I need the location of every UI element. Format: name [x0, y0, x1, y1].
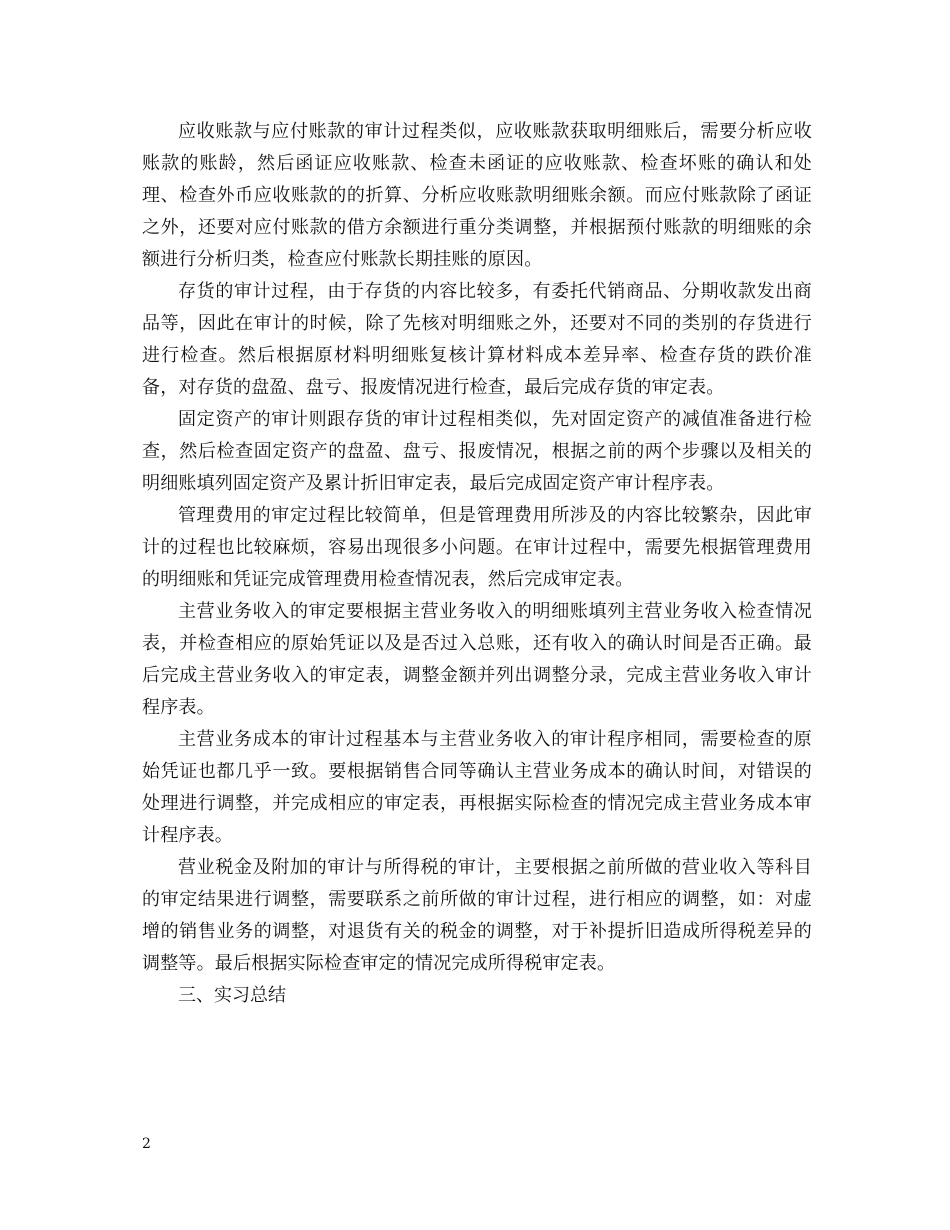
paragraph-inventory: 存货的审计过程，由于存货的内容比较多，有委托代销商品、分期收款发出商品等，因此在审计的时候，除了先核对明细账之外，还要对不同的类别的存货进行进行检查。然后根据原材料明细账复核计算材料成本差异率、检查存货的跌价准备，对存货的盘盈、盘亏、报废情况进行检查，最后完成存货的审定表。 — [142, 281, 812, 398]
paragraph-accounts-receivable-payable: 应收账款与应付账款的审计过程类似，应收账款获取明细账后，需要分析应收账款的账龄，然后函证应收账款、检查未函证的应收账款、检查坏账的确认和处理、检查外币应收账款的的折算、分析应收账款明细账余额。而应付账款除了函证之外，还要对应付账款的借方余额进行重分类调整，并根据预付账款的明细账的余额进行分析归类，检查应付账款长期挂账的原因。 — [142, 121, 812, 270]
section-heading: 三、实习总结 — [178, 985, 286, 1006]
paragraph-main-revenue: 主营业务收入的审定要根据主营业务收入的明细账填列主营业务收入检查情况表，并检查相应的原始凭证以及是否过入总账，还有收入的确认时间是否正确。最后完成主营业务收入的审定表，调整金额并列出调整分录，完成主营业务收入审计程序表。 — [142, 601, 812, 718]
paragraph-main-cost: 主营业务成本的审计过程基本与主营业务收入的审计程序相同，需要检查的原始凭证也都几乎一致。要根据销售合同等确认主营业务成本的确认时间，对错误的处理进行调整，并完成相应的审定表，再根据实际检查的情况完成主营业务成本审计程序表。 — [142, 729, 812, 846]
paragraph-admin-expenses: 管理费用的审定过程比较简单，但是管理费用所涉及的内容比较繁杂，因此审计的过程也比较麻烦，容易出现很多小问题。在审计过程中，需要先根据管理费用的明细账和凭证完成管理费用检查情况表，然后完成审定表。 — [142, 505, 812, 590]
document-body — [142, 116, 812, 1012]
paragraph-fixed-assets: 固定资产的审计则跟存货的审计过程相类似，先对固定资产的减值准备进行检查，然后检查固定资产的盘盈、盘亏、报废情况，根据之前的两个步骤以及相关的明细账填列固定资产及累计折旧审定表，最后完成固定资产审计程序表。 — [142, 409, 812, 494]
page-number: 2 — [142, 1136, 151, 1152]
paragraph-taxes: 营业税金及附加的审计与所得税的审计，主要根据之前所做的营业收入等科目的审定结果进行调整，需要联系之前所做的审计过程，进行相应的调整，如：对虚增的销售业务的调整，对退货有关的税金的调整，对于补提折旧造成所得税差异的调整等。最后根据实际检查审定的情况完成所得税审定表。 — [142, 857, 812, 974]
